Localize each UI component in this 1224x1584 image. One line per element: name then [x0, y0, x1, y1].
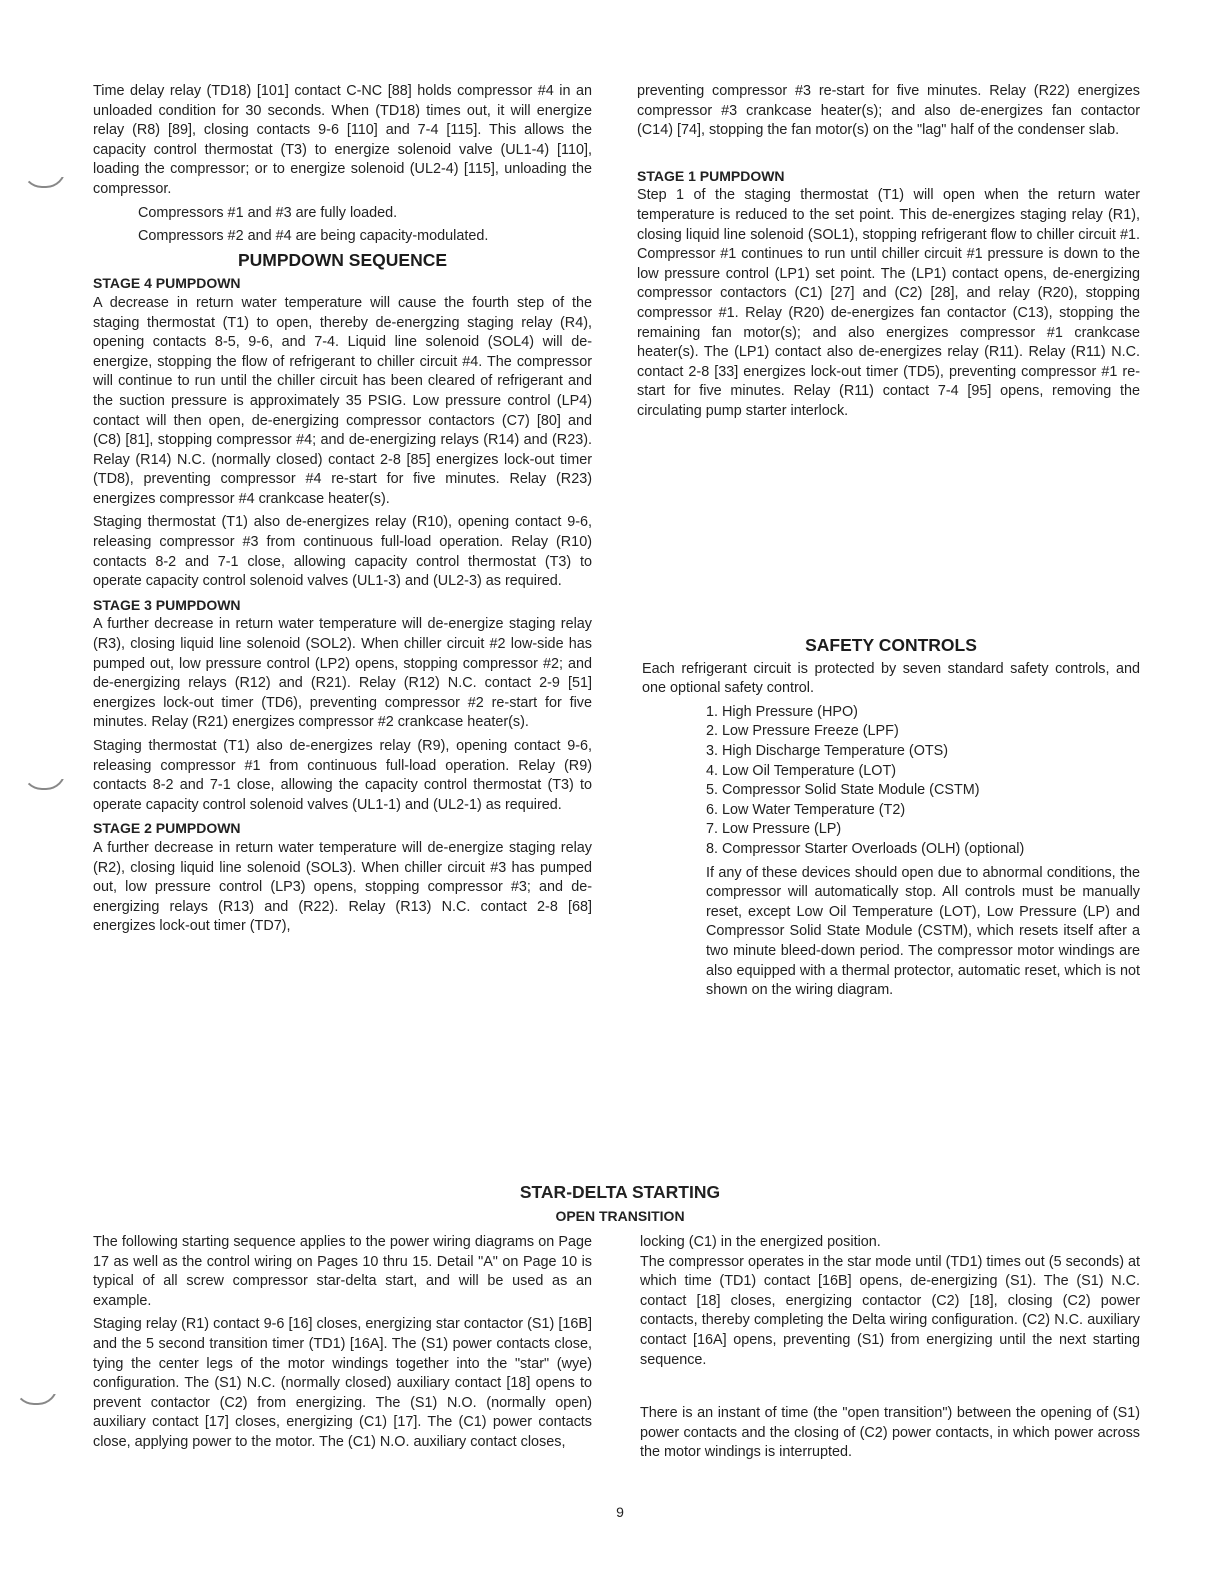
stage4-paragraph: A decrease in return water temperature will cause the fourth step of the staging thermostat (T1) to open, thereby de-energzing staging relay (R4), opening contacts 8-5, 9-6, and 7-4. Liquid line solenoid (SOL4) will de-energize, stopping the flow of refrigerant to chiller circuit #4. The compressor will continue to run until the chiller circuit has been cleared of refrigerant and the suction pressure is approximately 35 PSIG. Low pressure control (LP4) contact will then open, de-energizing compressor contactors (C7) [80] and (C8) [81], stopping compressor #4; and de-energizing relays (R14) and (R23). Relay (R14) N.C. (normally closed) contact 2-8 [85] energizes lock-out timer (TD8), preventing compressor #4 re-start for five minutes. Relay (R23) energizes compressor #4 crankcase heater(s). [93, 294, 592, 507]
loaded-note: Compressors #1 and #3 are fully loaded. [138, 204, 398, 221]
safety-paragraph: If any of these devices should open due to abnormal conditions, the compressor will automatically stop. All controls must be manually reset, except Low Oil Temperature (LOT), Low Pressure (LP) and Compressor Solid State Module (CSTM), which resets itself after a two minute bleed-down period. The compressor motor windings are also equipped with a thermal protector, automatic reset, which is not shown on the wiring diagram. [706, 864, 1140, 999]
star-left-column [93, 1233, 592, 1457]
safety-list [642, 703, 1140, 860]
list-item: 3. High Discharge Temperature (OTS) [706, 742, 949, 759]
list-item: 2. Low Pressure Freeze (LPF) [706, 723, 899, 740]
stage1-paragraph: Step 1 of the staging thermostat (T1) will open when the return water temperature is reduced to the set point. This de-energizes staging relay (R1), closing liquid line solenoid (SOL1), stopping refrigerant flow to chiller circuit #1. Compressor #1 continues to run until chiller circuit #1 pressure is down to the low pressure control (LP1) set point. The (LP1) contact opens, de-energizing compressor contactors (C1) [27] and (C2) [28], and relay (R20), stopping compressor #1. Relay (R20) de-energizes fan contactor (C13), stopping the remaining fan motor(s); and also energizes compressor #1 crankcase heater(s). The (LP1) contact also de-energizes relay (R11). Relay (R11) N.C. contact 2-8 [33] energizes lock-out timer (TD5), preventing compressor #1 re-start for five minutes. Relay (R11) contact 7-4 [95] opens, removing the circulating pump starter interlock. [637, 187, 1140, 419]
page-number: 9 [616, 1504, 624, 1520]
star-delta-heading: STAR-DELTA STARTING [519, 1182, 721, 1202]
left-column [93, 82, 592, 941]
stage3-paragraph-2: Staging thermostat (T1) also de-energizes relay (R9), opening contact 9-6, releasing compressor #1 from continuous full-load operation. Relay (R9) contacts 8-2 and 7-1 close, allowing the capacity control thermostat (T3) to operate capacity control solenoid valves (UL1-1) and (UL2-1) as required. [93, 738, 592, 813]
star-paragraph-5: There is an instant of time (the "open transition") between the opening of (S1) power contacts and the closing of (C2) power contacts, in which power across the motor windings is interrupted. [640, 1405, 1140, 1461]
list-item: 4. Low Oil Temperature (LOT) [706, 762, 897, 779]
star-paragraph-2: Staging relay (R1) contact 9-6 [16] closes, energizing star contactor (S1) [16B] and the 5 second transition timer (TD1) [16A]. The (S1) power contacts close, tying the center legs of the motor windings together into the "star" (wye) configuration. The (S1) N.C. (normally closed) auxiliary contact [18] opens to prevent contactor (C2) from energizing. The (S1) N.O. (normally open) auxiliary contact [17] closes, energizing (C1) [17]. The (C1) power contacts close, applying power to the motor. The (C1) N.O. auxiliary contact closes, [93, 1316, 592, 1450]
stage4-heading: STAGE 4 PUMPDOWN [93, 275, 241, 292]
stage3-paragraph: A further decrease in return water temperature will de-energize staging relay (R3), closing liquid line solenoid (SOL2). When chiller circuit #2 low-side has pumped out, low pressure control (LP2) opens, stopping compressor #2; and de-energizing relays (R12) and (R21). Relay (R12) N.C. contact 2-9 [51] energizes lock-out timer (TD6), preventing compressor #2 re-start for five minutes. Relay (R21) energizes compressor #2 crankcase heater(s). [93, 616, 592, 731]
star-right-column [640, 1233, 1140, 1467]
right-column [637, 82, 1140, 426]
star-paragraph-1: The following starting sequence applies to the power wiring diagrams on Page 17 as well as the control wiring on Pages 10 thru 15. Detail "A" on Page 10 is typical of all screw compressor star-delta start, and will be used as an example. [93, 1234, 592, 1309]
modulated-note: Compressors #2 and #4 are being capacity-modulated. [138, 228, 489, 245]
binding-mark [14, 1385, 58, 1405]
list-item: 1. High Pressure (HPO) [706, 703, 858, 720]
open-transition-subheading: OPEN TRANSITION [555, 1208, 685, 1224]
binding-mark [22, 770, 66, 790]
star-paragraph-3: locking (C1) in the energized position. [640, 1234, 881, 1250]
list-item: 7. Low Pressure (LP) [706, 821, 842, 838]
list-item: 5. Compressor Solid State Module (CSTM) [706, 782, 980, 799]
stage2-heading: STAGE 2 PUMPDOWN [93, 820, 241, 837]
stage2-paragraph: A further decrease in return water temperature will de-energize staging relay (R2), closing liquid line solenoid (SOL3). When chiller circuit #3 has pumped out, low pressure control (LP3) opens, stopping compressor #3; and de-energizing relays (R13) and (R22). Relay (R13) N.C. contact 2-8 [68] energizes lock-out timer (TD7), [93, 839, 592, 935]
stage4-paragraph-2: Staging thermostat (T1) also de-energizes relay (R10), opening contact 9-6, releasing compressor #3 from continuous full-load operation. Relay (R10) contacts 8-2 and 7-1 close, allowing capacity control thermostat (T3) to operate capacity control solenoid valves (UL1-3) and (UL2-3) as required. [93, 514, 592, 590]
pumpdown-heading: PUMPDOWN SEQUENCE [237, 249, 448, 270]
stage3-heading: STAGE 3 PUMPDOWN [93, 596, 241, 613]
binding-mark [22, 168, 66, 188]
safety-heading: SAFETY CONTROLS [805, 635, 977, 655]
safety-section [642, 634, 1140, 1005]
safety-intro: Each refrigerant circuit is protected by seven standard safety controls, and one optional safety control. [642, 660, 1140, 697]
stage1-heading: STAGE 1 PUMPDOWN [637, 167, 785, 184]
list-item: 8. Compressor Starter Overloads (OLH) (optional) [706, 840, 1025, 857]
star-paragraph-4: The compressor operates in the star mode until (TD1) times out (5 seconds) at which time (TD1) contact [16B] opens, de-energizing (S1). The (S1) N.C. contact [18] closes, energizing contactor (C2) [18], closing (C2) power contacts, thereby completing the Delta wiring configuration. (C2) N.C. auxiliary contact [16A] opens, preventing (S1) from energizing until the next starting sequence. [640, 1253, 1140, 1368]
continued-paragraph: preventing compressor #3 re-start for five minutes. Relay (R22) energizes compressor #3 crankcase heater(s); and also de-energizes fan contactor (C14) [74], stopping the fan motor(s) on the "lag" half of the condenser slab. [637, 83, 1140, 139]
intro-paragraph: Time delay relay (TD18) [101] contact C-NC [88] holds compressor #4 in an unloaded condition for 30 seconds. When (TD18) times out, it will energize relay (R8) [89], closing contacts 9-6 [110] and 7-4 [115]. This allows the capacity control thermostat (T3) to energize solenoid valve (UL1-4) [110], loading the compressor; or to energize solenoid (UL2-4) [115], unloading the compressor. [93, 83, 592, 197]
list-item: 6. Low Water Temperature (T2) [706, 801, 906, 818]
